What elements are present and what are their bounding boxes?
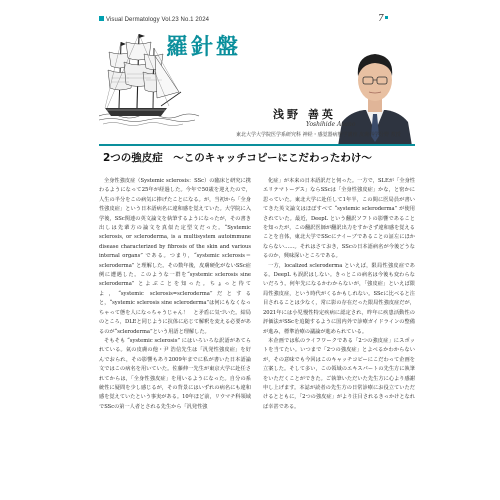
paragraph: 一方，localized scleroderma といえば，限局性強皮症である。DeepL も誤訳はしない。きっとこの病名は今後も変わらないだろう。何年先になるかわからないが，「強皮症」といえば限局性強皮症，という時代がくるかもしれない。SScに比べると注目されることは少なく，常に影の存在だった限局性強皮症だが，2021年には小児慢性特定疾病に認定され，昨年に疾患活動性の評価法がSScを追随するように国内外で診療ガイドラインの整備が進み，標準治療の議論が進められている。 <box>263 262 415 335</box>
author-name-romanized: Yoshihide Asano <box>306 121 356 128</box>
page-number: 7 <box>378 14 388 24</box>
right-column <box>263 177 415 487</box>
author-name: 浅野 善英 <box>273 108 336 121</box>
teal-dot-icon <box>385 16 388 19</box>
divider-rule <box>99 144 415 146</box>
left-column <box>99 177 251 487</box>
journal-name: Visual Dermatology Vol.23 No.1 2024 <box>106 17 210 23</box>
paragraph: そもそも “systemic sclerosis” にはいろいろな訳語があてられている。氣の皮膚の他・尹 浩信先生は「汎発性強皮症」を好んでおられ，その影響もあり2009年までに私が書いた日本語論文ではこの病名を用いていた。佐藤伸一先生が東京大学に赴任されてからは，「全身性強皮症」を用いるようになった。自分の系統性に疑問を少し感じるが，その背景にはいずれの病名にも違和感を覚えていたという事実がある。10年ほど前，リウマチ科領域でSScの第一人者とされる先生から「汎発性強 <box>99 337 251 410</box>
paragraph: 全身性強皮症（Systemic sclerosis：SSc）の臨床と研究に携わるようになって25年が経過した。今年で50歳を迎えたので，人生の半分をこの病気に捧げたことになる。が，当初から「全身性強皮症」という日本語病名に違和感を覚えていた。大学院に入学後，SSc関連の英文論文を執筆するようになったが，その書き出しは先輩方の論文を真似た定型文だった。“Systemic sclerosis, or scleroderma, is a multisystem autoimmune disease characterized by fibrosis of the skin and various internal organs” である。つまり，“systemic sclerosis＝scleroderma” と理解した。その数年後，皮膚硬化がないSSc症例に遭遇した。このような一群を“systemic sclerosis sine scleroderma” とよぶことを知った。ちょっと待てよ，“systemic sclerosis=scleroderma”だとすると，“systemic sclerosis sine scleroderma”は何にもなくなっちゃって態を人になっちゃうじゃん！ と矛盾に気づいた。結局のところ，DLEと同じように抗体に応じて解釈を変える必要があるのが“scleroderma”という用語と理解した。 <box>99 178 251 335</box>
article-title: 2つの強皮症 〜このキャッチコピーにこだわったわけ〜 <box>103 152 372 164</box>
author-affiliation: 東北大学大学院医学系研究科 神経・感覚器病態学講座 皮膚科学分野 教授 <box>236 132 401 138</box>
column-title: 羅針盤 <box>166 34 242 60</box>
paragraph: 本企画では私のライフワークである「2つの強皮症」にスポットを当てたい。いつまで「2つの強皮症」とよべるかわからないが，その意味でも今回はこのキャッチコピーにこだわって企画を立案した。そして多い，この領域のエキスパートの先生方に執筆をいただくことができた。ご執筆いただいた先生方に心より感謝申し上げます。本誌が読者の先生方の日常診療にお役立ていただけるとともに，「2つの強皮症」がより注目されるきっかけとなれば幸甚である。 <box>263 337 415 410</box>
paragraph: 化症」が本来の日本語訳だと伺った。一方で，SLEが「全身性エリテマトーデス」ならSScは「全身性強皮症」かな，と密かに思っていた。東北大学に赴任して1年半，この間に医局員が書いてきた英文論文はほぼすべて “systemic scleroderma” が使用されていた。最近，DeepL という翻訳ソフトの影響であることを知ったが，この翻訳医師が翻訳出力をすかさず違和感を覚えることを自体，東北大学でSScにナイーブであることの証左にほかならない……。それはさておき，SScの日本語病名が今後どうなるのか，興味深いところである。 <box>263 178 415 260</box>
journal-header <box>99 16 209 23</box>
teal-square-icon <box>99 16 104 21</box>
article-body <box>99 177 415 487</box>
